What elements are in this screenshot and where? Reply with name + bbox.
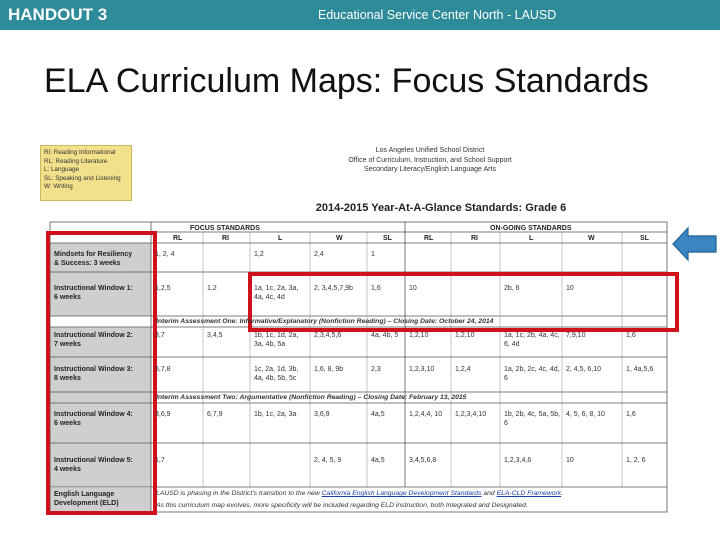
table-cell: 1c, 2a, 1d, 3b, 4a, 4b, 5b, 5c	[254, 366, 299, 382]
row-label-eld: English Language Development (ELD)	[54, 491, 119, 507]
table-cell: 3,4,5	[207, 332, 223, 339]
column-header: L	[278, 235, 283, 242]
column-header: RL	[424, 235, 434, 242]
handout-label: HANDOUT 3	[8, 5, 108, 24]
column-header: SL	[383, 235, 392, 242]
focus-standards-header: FOCUS STANDARDS	[190, 225, 260, 232]
row-label: Instructional Window 2: 7 weeks	[54, 332, 133, 348]
standards-legend	[40, 145, 132, 201]
table-cell: 1, 4a,5,6	[626, 366, 654, 373]
table-cell: 1,2,3,10	[409, 366, 435, 373]
table-cell: 4a, 4b, 5	[371, 332, 399, 339]
table-cell: 1,2,3,4,10	[455, 411, 487, 418]
table-cell: 6,7,9	[207, 411, 223, 418]
table-cell: 1,6	[626, 332, 636, 339]
interim-assessment-two: Interim Assessment Two: Argumentative (Nonfiction Reading) – Closing Date: February 13, 2015	[156, 394, 467, 401]
slide-title: ELA Curriculum Maps: Focus Standards	[44, 62, 649, 100]
table-cell: 1b, 1c, 2a, 3a	[254, 411, 297, 418]
district-line: Office of Curriculum, Instruction, and School Support	[348, 156, 512, 164]
table-cell: 10	[409, 285, 417, 292]
district-header	[300, 146, 560, 175]
table-cell: 2,4	[314, 251, 324, 258]
column-header: SL	[640, 235, 649, 242]
table-cell: 1, 2, 4	[155, 251, 175, 258]
left-arrow-icon	[673, 228, 716, 260]
table-cell: 2, 3,4,5,7,9b	[314, 285, 353, 292]
table-cell: 1, 2, 6	[626, 457, 646, 464]
table-cell: 10	[566, 285, 574, 292]
table-cell: 3,7	[155, 332, 165, 339]
table-cell: 2b, 6	[504, 285, 520, 292]
ongoing-standards-header: ON-GOING STANDARDS	[490, 225, 572, 232]
column-header: RL	[173, 235, 183, 242]
table-cell: 2, 4,5, 6,10	[566, 366, 602, 373]
table-cell: 1a, 2b, 2c, 4c, 4d, 6	[504, 366, 560, 382]
table-cell: 1,2	[254, 251, 264, 258]
legend-item: L: Language	[44, 166, 80, 174]
table-cell: 4a,5	[371, 457, 385, 464]
table-cell: 1,2,4,4, 10	[409, 411, 443, 418]
row-label: Instructional Window 3: 8 weeks	[54, 366, 133, 382]
eld-note-line-2: As this curriculum map evolves, more specificity will be included regarding ELD instruction, both Integrated and Designated.	[156, 502, 528, 509]
table-cell: 1,2,5	[155, 285, 171, 292]
table-cell: 1,2,10	[409, 332, 429, 339]
eld-note-line-1: LAUSD is phasing in the District's transition to the new California English Language Development Standards and ELA-CLD Framework.	[156, 490, 564, 497]
table-cell: 7,9,10	[566, 332, 586, 339]
table-cell: 1,2,4	[455, 366, 471, 373]
column-header: RI	[471, 235, 478, 242]
legend-item: SL: Speaking and Listening	[44, 174, 121, 182]
column-header: W	[588, 235, 595, 242]
column-header: RI	[222, 235, 229, 242]
table-cell: 4a,5	[371, 411, 385, 418]
table-cell: 1a, 1c, 2b, 4a, 4c, 6, 4d	[504, 332, 560, 348]
table-cell: 1	[371, 251, 375, 258]
table-cell: 1,2	[207, 285, 217, 292]
interim-assessment-one: Interim Assessment One: Informative/Explanatory (Nonfiction Reading) – Closing Date: October 24, 2014	[156, 318, 494, 325]
table-cell: 1,6	[371, 285, 381, 292]
organization-name: Educational Service Center North - LAUSD	[318, 8, 557, 22]
legend-item: RI: Reading Informational	[44, 149, 116, 156]
table-cell: 1,6	[626, 411, 636, 418]
table-cell: 3,4,5,6,8	[409, 457, 437, 464]
table-cell: 3,6,9	[155, 411, 171, 418]
table-cell: 1b, 2b, 4c, 5a, 5b, 6	[504, 411, 561, 427]
district-line: Secondary Literacy/English Language Arts	[364, 166, 496, 173]
column-header: L	[529, 235, 534, 242]
table-cell: 6,7,8	[155, 366, 171, 373]
table-cell: 10	[566, 457, 574, 464]
eld-standards-link[interactable]: California English Language Development Standards	[321, 490, 482, 497]
table-cell: 2,3	[371, 366, 381, 373]
row-label: Instructional Window 1: 6 weeks	[54, 285, 133, 301]
legend-item: RL: Reading Literature	[44, 157, 108, 165]
table-cell: 1,7	[155, 457, 165, 464]
table-cell: 1,2,3,4,6	[504, 457, 532, 464]
table-cell: 1a, 1c, 2a, 3a, 4a, 4c, 4d	[254, 285, 299, 301]
row-label: Mindsets for Resiliency & Success: 3 weeks	[54, 251, 133, 267]
table-cell: 1,6, 8, 9b	[314, 366, 344, 373]
district-line: Los Angeles Unified School District	[375, 147, 485, 154]
column-header: W	[336, 235, 343, 242]
ela-cld-framework-link[interactable]: ELA-CLD Framework	[496, 490, 562, 497]
document-title: 2014-2015 Year-At-A-Glance Standards: Grade 6	[315, 202, 567, 214]
table-cell: 4, 5, 6, 8, 10	[566, 411, 605, 418]
legend-item: W: Writing	[44, 183, 73, 191]
eld-note	[156, 488, 563, 512]
row-label: Instructional Window 4: 6 weeks	[54, 411, 133, 427]
table-cell: 1,2,10	[455, 332, 475, 339]
table-cell: 1b, 1c, 1d, 2a, 3a, 4b, 5a	[254, 332, 299, 348]
table-cell: 2, 4, 5, 9	[314, 457, 342, 464]
table-cell: 3,6,9	[314, 411, 330, 418]
table-cell: 2,3,4,5,6	[314, 332, 342, 339]
row-label: Instructional Window 5: 4 weeks	[54, 457, 133, 473]
